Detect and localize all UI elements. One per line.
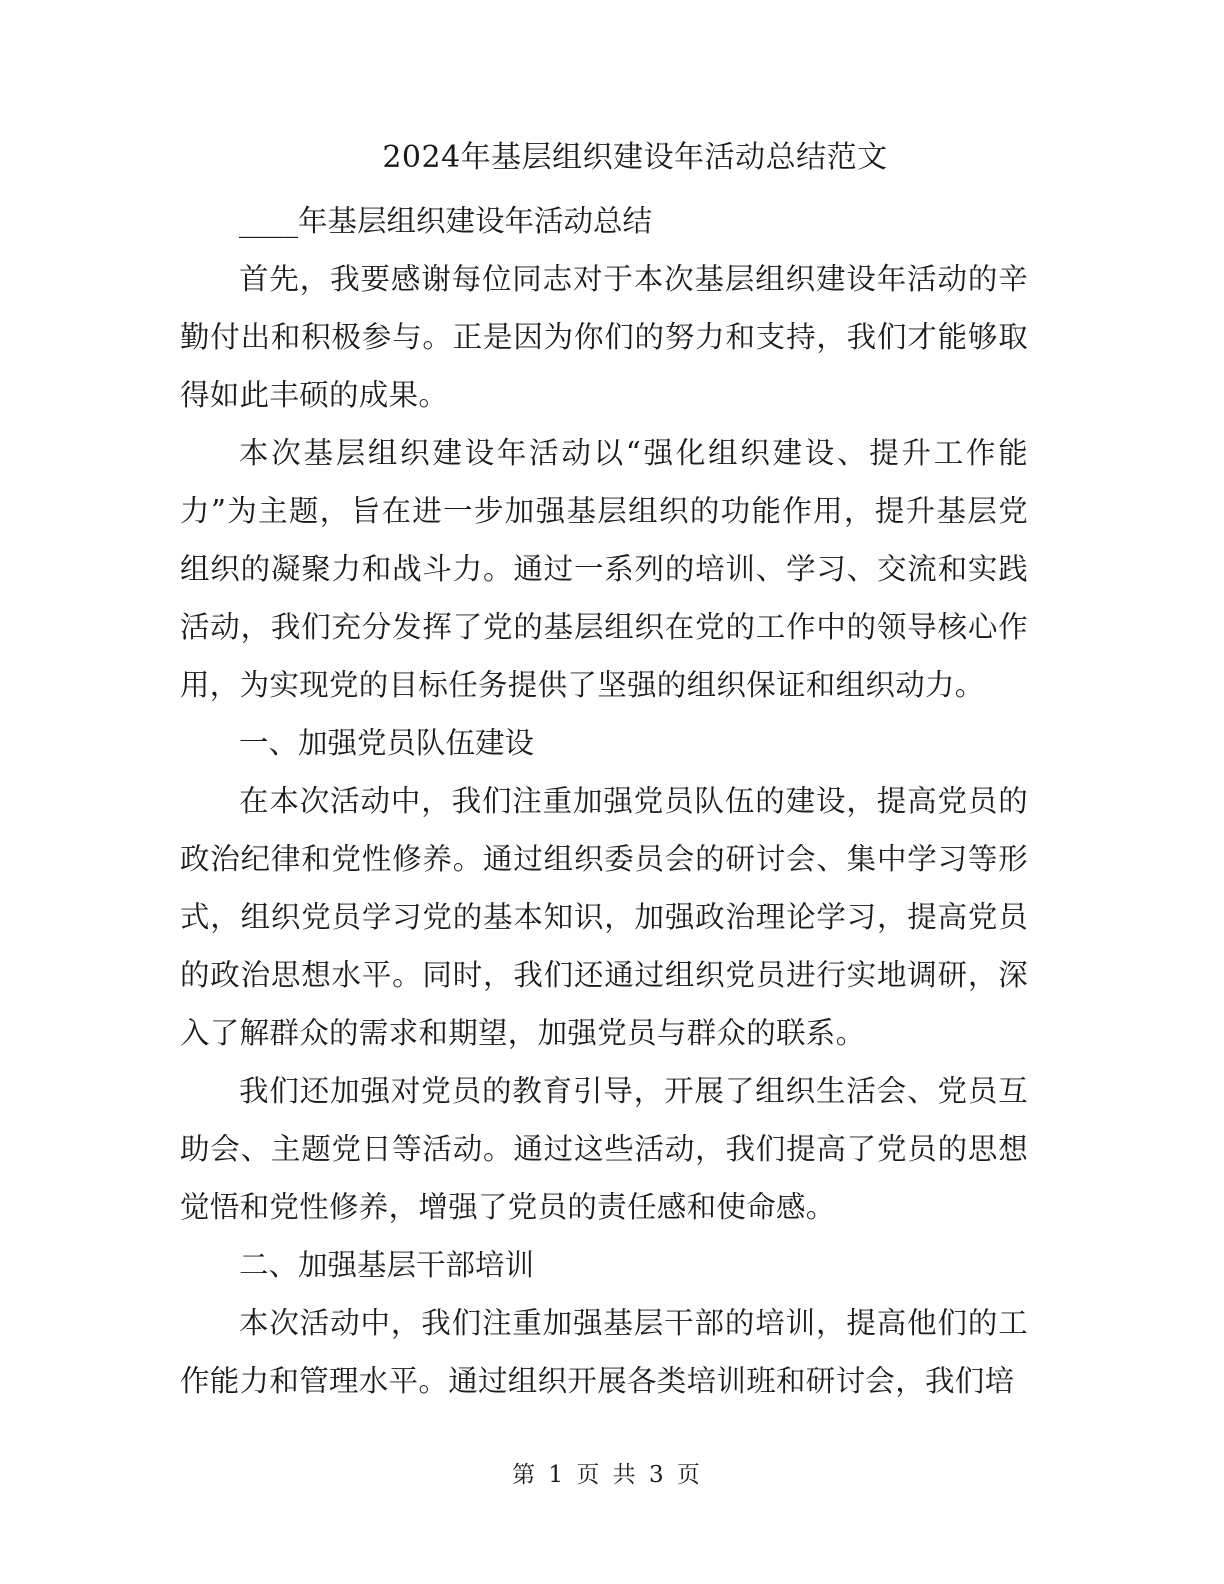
- section-heading-1: 一、加强党员队伍建设: [239, 726, 535, 760]
- document-title: 2024年基层组织建设年活动总结范文: [382, 140, 888, 175]
- document-body: [180, 192, 1028, 1410]
- paragraph-cadre-training: 本次活动中，我们注重加强基层干部的培训，提高他们的工作能力和管理水平。通过组织开展各类培训班和研讨会，我们培: [180, 1306, 1028, 1398]
- paragraph-education: 我们还加强对党员的教育引导，开展了组织生活会、党员互助会、主题党日等活动。通过这些活动，我们提高了党员的思想觉悟和党性修养，增强了党员的责任感和使命感。: [180, 1074, 1028, 1224]
- paragraph-thanks: 首先，我要感谢每位同志对于本次基层组织建设年活动的辛勤付出和积极参与。正是因为你们的努力和支持，我们才能够取得如此丰硕的成果。: [180, 262, 1028, 412]
- document-subtitle: ____年基层组织建设年活动总结: [239, 204, 653, 238]
- paragraph-theme: 本次基层组织建设年活动以“强化组织建设、提升工作能力”为主题，旨在进一步加强基层组织的功能作用，提升基层党组织的凝聚力和战斗力。通过一系列的培训、学习、交流和实践活动，我们充分发挥了党的基层组织在党的工作中的领导核心作用，为实现党的目标任务提供了坚强的组织保证和组织动力。: [180, 436, 1028, 702]
- page-number-footer: 第 1 页 共 3 页: [512, 1462, 700, 1488]
- paragraph-party-members: 在本次活动中，我们注重加强党员队伍的建设，提高党员的政治纪律和党性修养。通过组织委员会的研讨会、集中学习等形式，组织党员学习党的基本知识，加强政治理论学习，提高党员的政治思想水平。同时，我们还通过组织党员进行实地调研，深入了解群众的需求和期望，加强党员与群众的联系。: [180, 784, 1028, 1050]
- section-heading-2: 二、加强基层干部培训: [239, 1248, 535, 1282]
